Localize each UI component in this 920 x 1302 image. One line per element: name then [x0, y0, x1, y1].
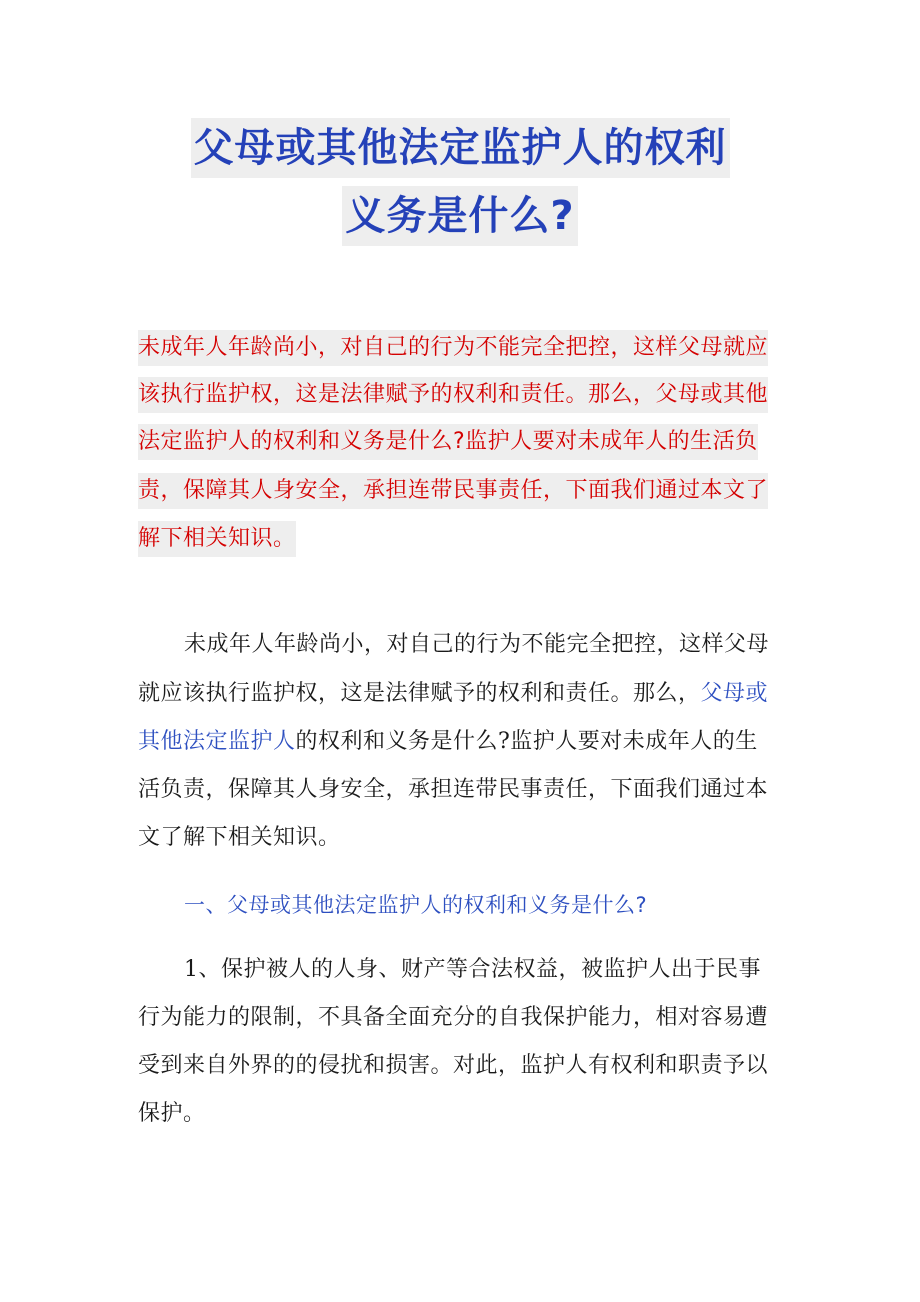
- lead-text: 解下相关知识。: [138, 521, 296, 557]
- lead-text: 法定监护人的权利和义务是什么?监护人要对未成年人的生活负: [138, 424, 758, 460]
- body-line: [138, 773, 783, 807]
- guardian-link-continued[interactable]: 其他法定监护人: [138, 729, 296, 754]
- body-text: 文了解下相关知识。: [138, 825, 341, 850]
- body-text: 未成年人年龄尚小，对自己的行为不能完全把控，这样父母: [184, 632, 770, 657]
- body-line: [138, 628, 829, 662]
- body-text: 就应该执行监护权，这是法律赋予的权利和责任。那么，: [138, 681, 701, 706]
- title-line-2: [0, 186, 920, 246]
- title-line-1: [0, 118, 920, 178]
- body-line: [138, 1049, 783, 1083]
- lead-text: 责，保障其人身安全，承担连带民事责任，下面我们通过本文了: [138, 473, 768, 509]
- lead-line: [138, 424, 758, 460]
- body-text: 活负责，保障其人身安全，承担连带民事责任，下面我们通过本: [138, 777, 769, 802]
- body-text: 1、保护被人的人身、财产等合法权益，被监护人出于民事: [184, 957, 761, 982]
- lead-line: [138, 521, 296, 557]
- lead-line: [138, 330, 768, 366]
- body-line: [138, 1001, 783, 1035]
- body-line: [138, 677, 783, 711]
- lead-line: [138, 473, 768, 509]
- body-text: 的权利和义务是什么?监护人要对未成年人的生: [295, 729, 758, 754]
- lead-line: [138, 377, 768, 413]
- document-title: 父母或其他法定监护人的权利: [191, 118, 730, 178]
- document-title-continued: 义务是什么?: [342, 186, 577, 246]
- body-line: [138, 725, 783, 759]
- body-line: [138, 1097, 783, 1131]
- body-text: 行为能力的限制，不具备全面充分的自我保护能力，相对容易遭: [138, 1005, 769, 1030]
- section-heading: 一、父母或其他法定监护人的权利和义务是什么?: [184, 893, 648, 917]
- body-text: 受到来自外界的的侵扰和损害。对此，监护人有权利和职责予以: [138, 1053, 769, 1078]
- body-line: [138, 953, 829, 987]
- body-text: 保护。: [138, 1101, 206, 1126]
- guardian-link[interactable]: 父母或: [700, 681, 769, 706]
- body-line: [138, 821, 783, 855]
- lead-text: 未成年人年龄尚小，对自己的行为不能完全把控，这样父母就应: [138, 330, 768, 366]
- lead-text: 该执行监护权，这是法律赋予的权利和责任。那么，父母或其他: [138, 377, 768, 413]
